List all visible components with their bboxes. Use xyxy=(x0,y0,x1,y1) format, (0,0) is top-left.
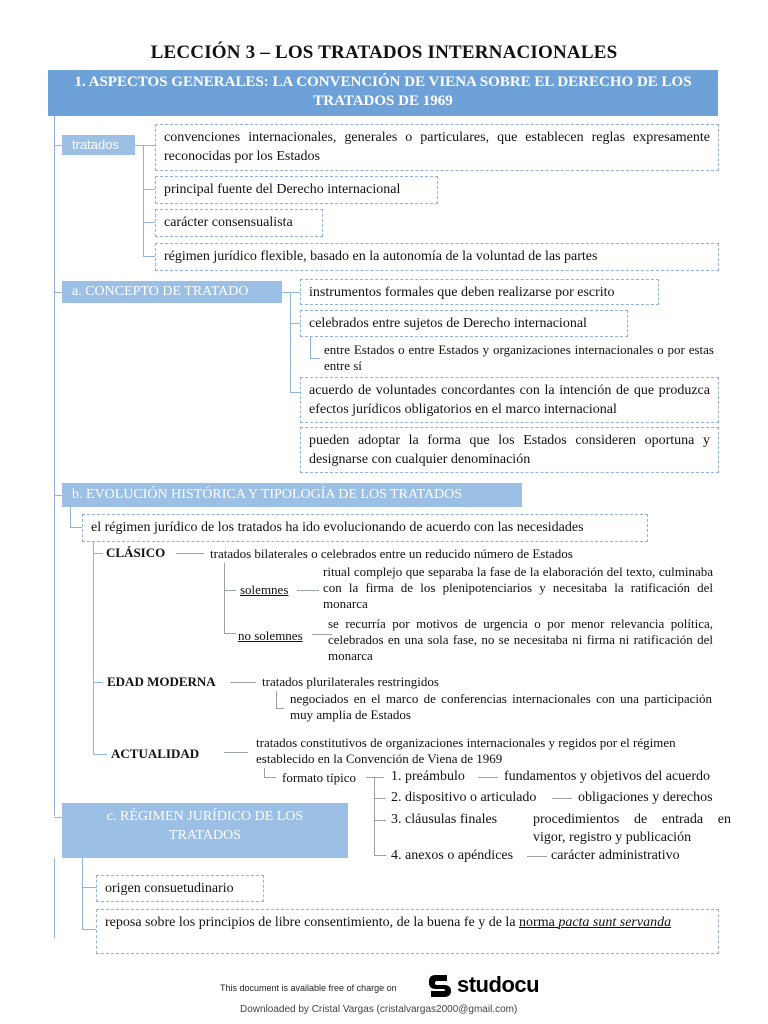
connector xyxy=(143,189,155,190)
regimen-reposa xyxy=(96,909,719,954)
connector xyxy=(135,145,143,146)
clasico-label: CLÁSICO xyxy=(106,545,166,560)
connector xyxy=(224,590,236,591)
concepto-item-1: instrumentos formales que deben realizarse por escrito xyxy=(300,279,659,305)
part-2-desc: obligaciones y derechos xyxy=(578,790,713,805)
connector xyxy=(276,691,277,709)
solemnes-label: solemnes xyxy=(240,582,289,597)
connector xyxy=(143,145,144,257)
tratados-label: tratados xyxy=(62,135,135,155)
connector xyxy=(224,563,225,633)
solemnes-desc: ritual complejo que separaba la fase de la elaboración del texto, culminaba con la firma de los plenipotenciarios y necesitaba la ratificación del monarca xyxy=(323,564,713,611)
connector xyxy=(264,777,276,778)
part-3-desc: procedimientos de entrada en vigor, registro y publicación xyxy=(533,812,731,845)
connector xyxy=(143,256,155,257)
actualidad-desc: tratados constitutivos de organizaciones internacionales y regidos por el régimen establecido en la Convención de Viena de 1969 xyxy=(256,735,676,766)
connector xyxy=(54,145,62,146)
evolucion-label: b. EVOLUCIÓN HISTÓRICA Y TIPOLOGÍA DE LOS TRATADOS xyxy=(62,483,522,507)
concepto-item-5: pueden adoptar la forma que los Estados consideren oportuna y designarse con cualquier denominación xyxy=(300,427,719,473)
connector xyxy=(143,145,155,146)
concepto-item-3: entre Estados o entre Estados y organizaciones internacionales o por estas entre sí xyxy=(324,342,714,373)
concepto-label: a. CONCEPTO DE TRATADO xyxy=(62,281,282,303)
connector xyxy=(93,542,94,754)
tratados-item-4: régimen jurídico flexible, basado en la autonomía de la voluntad de las partes xyxy=(155,243,719,271)
connector xyxy=(310,358,320,359)
clasico-desc: tratados bilaterales o celebrados entre un reducido número de Estados xyxy=(210,546,573,561)
moderna-desc: tratados plurilaterales restringidos xyxy=(262,674,439,689)
reposa-latin: pacta sunt servanda xyxy=(558,915,672,930)
main-spine-line xyxy=(54,116,55,816)
connector xyxy=(230,682,256,683)
part-4-name: 4. anexos o apéndices xyxy=(391,848,514,863)
part-2-name: 2. dispositivo o articulado xyxy=(391,790,537,805)
reposa-norma xyxy=(519,915,671,930)
concepto-item-2: celebrados entre sujetos de Derecho internacional xyxy=(300,310,628,337)
no-solemnes-label: no solemnes xyxy=(238,628,303,643)
connector xyxy=(290,323,300,324)
connector xyxy=(366,777,384,778)
connector xyxy=(290,292,300,293)
footer-note: This document is available free of charge on xyxy=(220,983,397,993)
connector xyxy=(176,553,204,554)
part-3-name: 3. cláusulas finales xyxy=(391,812,498,827)
connector xyxy=(82,858,83,930)
connector xyxy=(224,633,236,634)
connector xyxy=(82,929,96,930)
no-solemnes-desc: se recurría por motivos de urgencia o por menor relevancia política, celebrados en una sola fase, no se necesitaba ni firma ni ratificación del monarca xyxy=(328,616,713,663)
connector xyxy=(82,887,96,888)
studocu-logo-icon[interactable] xyxy=(425,972,455,1000)
studocu-logo-text[interactable]: studocu xyxy=(457,972,540,997)
connector xyxy=(93,553,103,554)
reposa-text: reposa sobre los principios de libre consentimiento, de la buena fe y de la xyxy=(105,915,516,930)
tratados-item-2: principal fuente del Derecho internacional xyxy=(155,176,438,204)
formato-tipico: formato típico xyxy=(282,770,357,785)
footer-downloaded: Downloaded by Cristal Vargas (cristalvargas2000@gmail.com) xyxy=(240,1004,518,1015)
connector xyxy=(276,708,284,709)
moderna-sub: negociados en el marco de conferencias internacionales con una participación muy amplia de Estados xyxy=(290,691,712,722)
part-4-desc: carácter administrativo xyxy=(551,848,680,863)
connector xyxy=(374,777,375,855)
connector xyxy=(70,527,82,528)
tratados-item-1: convenciones internacionales, generales o particulares, que establecen reglas expresamente reconocidas por los Estados xyxy=(155,124,719,171)
section-banner: 1. ASPECTOS GENERALES: LA CONVENCIÓN DE VIENA SOBRE EL DERECHO DE LOS TRATADOS DE 1969 xyxy=(48,70,718,116)
page-title: LECCIÓN 3 – LOS TRATADOS INTERNACIONALES xyxy=(150,42,618,63)
connector xyxy=(224,752,248,753)
connector xyxy=(143,222,155,223)
connector xyxy=(93,682,103,683)
connector xyxy=(374,855,386,856)
evolucion-intro: el régimen jurídico de los tratados ha ido evolucionando de acuerdo con las necesidades xyxy=(82,514,648,542)
connector xyxy=(54,495,62,496)
connector xyxy=(290,392,300,393)
connector xyxy=(54,817,62,818)
connector xyxy=(297,590,319,591)
reposa-norma-word: norma xyxy=(519,915,555,930)
regimen-spine-line xyxy=(54,858,55,938)
part-1-name: 1. preámbulo xyxy=(391,769,465,784)
connector xyxy=(70,507,71,527)
connector xyxy=(290,292,291,392)
connector xyxy=(54,292,62,293)
tratados-item-3: carácter consensualista xyxy=(155,209,323,237)
regimen-origen: origen consuetudinario xyxy=(96,875,264,902)
connector xyxy=(552,798,572,799)
moderna-label: EDAD MODERNA xyxy=(107,674,216,689)
actualidad-label: ACTUALIDAD xyxy=(111,746,200,761)
connector xyxy=(93,754,107,755)
concepto-item-4: acuerdo de voluntades concordantes con la intención de que produzca efectos jurídicos obligatorios en el marco internacional xyxy=(300,377,719,423)
connector xyxy=(478,777,498,778)
connector xyxy=(310,337,311,359)
connector xyxy=(527,856,547,857)
connector xyxy=(282,292,290,293)
part-1-desc: fundamentos y objetivos del acuerdo xyxy=(504,769,711,784)
connector xyxy=(374,820,386,821)
regimen-label: c. RÉGIMEN JURÍDICO DE LOS TRATADOS xyxy=(62,803,348,858)
connector xyxy=(374,798,386,799)
